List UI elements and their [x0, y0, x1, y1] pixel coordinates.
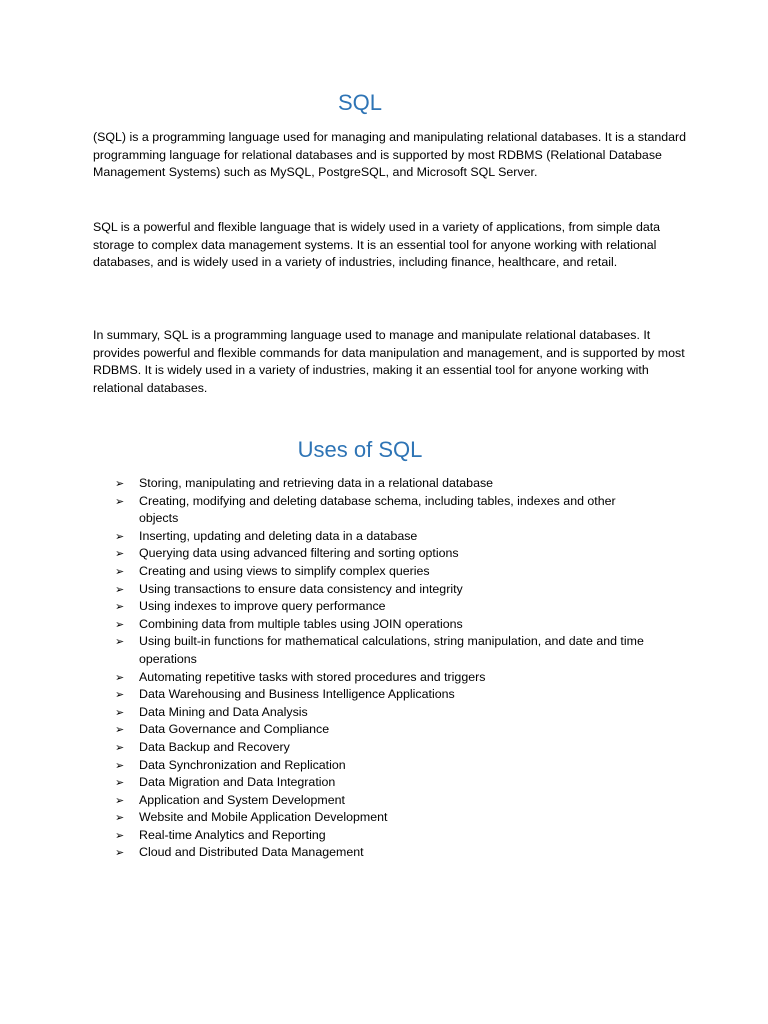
arrow-bullet-icon: ➢: [115, 635, 125, 649]
list-item: [0, 757, 647, 775]
page-title: SQL: [337, 90, 383, 115]
list-item: [0, 809, 647, 827]
arrow-bullet-icon: ➢: [115, 670, 125, 684]
list-item-text: Creating, modifying and deleting database schema, including tables, indexes and other objects: [139, 493, 616, 526]
description-paragraph: SQL is a powerful and flexible language that is widely used in a variety of applications, from simple data storage to complex data management systems. It is an essential tool for anyone working with relational databases, and is widely used in a variety of industries, including finance, healthcare, and retail.: [93, 220, 661, 270]
summary-paragraph: In summary, SQL is a programming language used to manage and manipulate relational databases. It provides powerful and flexible commands for data manipulation and management, and is supported by most RDBMS. It is widely used in a variety of industries, making it an essential tool for anyone working with relational databases.: [93, 328, 685, 395]
arrow-bullet-icon: ➢: [115, 723, 125, 737]
list-item: [0, 528, 647, 546]
list-item-text: Application and System Development: [139, 792, 345, 807]
list-item: [0, 616, 647, 634]
arrow-bullet-icon: ➢: [115, 688, 125, 702]
list-item-text: Data Governance and Compliance: [139, 722, 330, 737]
list-item-text: Data Backup and Recovery: [139, 739, 290, 754]
arrow-bullet-icon: ➢: [115, 477, 125, 490]
list-item-text: Using built-in functions for mathematical calculations, string manipulation, and date and time operations: [139, 634, 644, 666]
arrow-bullet-icon: ➢: [115, 617, 125, 631]
uses-list: [0, 475, 768, 862]
arrow-bullet-icon: ➢: [115, 494, 125, 508]
list-item-text: Storing, manipulating and retrieving data in a relational database: [139, 476, 494, 490]
list-item-text: Data Mining and Data Analysis: [139, 704, 308, 719]
list-item: [0, 844, 647, 862]
list-item: [0, 598, 647, 616]
arrow-bullet-icon: ➢: [115, 828, 125, 842]
list-item: [0, 563, 647, 581]
arrow-bullet-icon: ➢: [115, 529, 125, 543]
list-item: [0, 704, 647, 722]
arrow-bullet-icon: ➢: [115, 846, 125, 860]
list-item: [0, 581, 647, 599]
list-item-text: Cloud and Distributed Data Management: [139, 845, 364, 860]
arrow-bullet-icon: ➢: [115, 547, 125, 561]
arrow-bullet-icon: ➢: [115, 600, 125, 614]
list-item: [0, 475, 647, 493]
list-item-text: Data Warehousing and Business Intelligence Applications: [139, 687, 455, 702]
list-item: [0, 792, 647, 810]
list-item-text: Data Migration and Data Integration: [139, 775, 336, 790]
list-item-text: Real-time Analytics and Reporting: [139, 827, 326, 842]
arrow-bullet-icon: ➢: [115, 811, 125, 825]
list-item: [0, 669, 647, 687]
arrow-bullet-icon: ➢: [115, 758, 125, 772]
list-item-text: Combining data from multiple tables using JOIN operations: [139, 616, 463, 631]
arrow-bullet-icon: ➢: [115, 582, 125, 596]
list-item-text: Creating and using views to simplify complex queries: [139, 563, 430, 578]
arrow-bullet-icon: ➢: [115, 740, 125, 754]
arrow-bullet-icon: ➢: [115, 705, 125, 719]
list-item-text: Querying data using advanced filtering and sorting options: [139, 546, 459, 561]
arrow-bullet-icon: ➢: [115, 564, 125, 578]
arrow-bullet-icon: ➢: [115, 793, 125, 807]
list-item-text: Inserting, updating and deleting data in a database: [139, 528, 418, 543]
list-item-text: Website and Mobile Application Development: [139, 810, 388, 825]
list-item: [0, 827, 647, 845]
arrow-bullet-icon: ➢: [115, 776, 125, 790]
list-item: [0, 686, 647, 704]
list-item-text: Using indexes to improve query performance: [139, 599, 386, 614]
uses-heading: Uses of SQL: [297, 437, 423, 462]
list-item: [0, 545, 647, 563]
list-item-text: Data Synchronization and Replication: [139, 757, 346, 772]
list-item: [0, 721, 647, 739]
list-item: [0, 739, 647, 757]
intro-paragraph: (SQL) is a programming language used for managing and manipulating relational databases. It is a standard programming language for relational databases and is supported by most RDBMS (Relational Database Management Systems) such as MySQL, PostgreSQL, and Microsoft SQL Server.: [93, 130, 687, 180]
list-item: [0, 493, 647, 528]
list-item: [0, 633, 647, 668]
list-item: [0, 774, 647, 792]
list-item-text: Automating repetitive tasks with stored procedures and triggers: [139, 669, 486, 684]
list-item-text: Using transactions to ensure data consistency and integrity: [139, 581, 463, 596]
